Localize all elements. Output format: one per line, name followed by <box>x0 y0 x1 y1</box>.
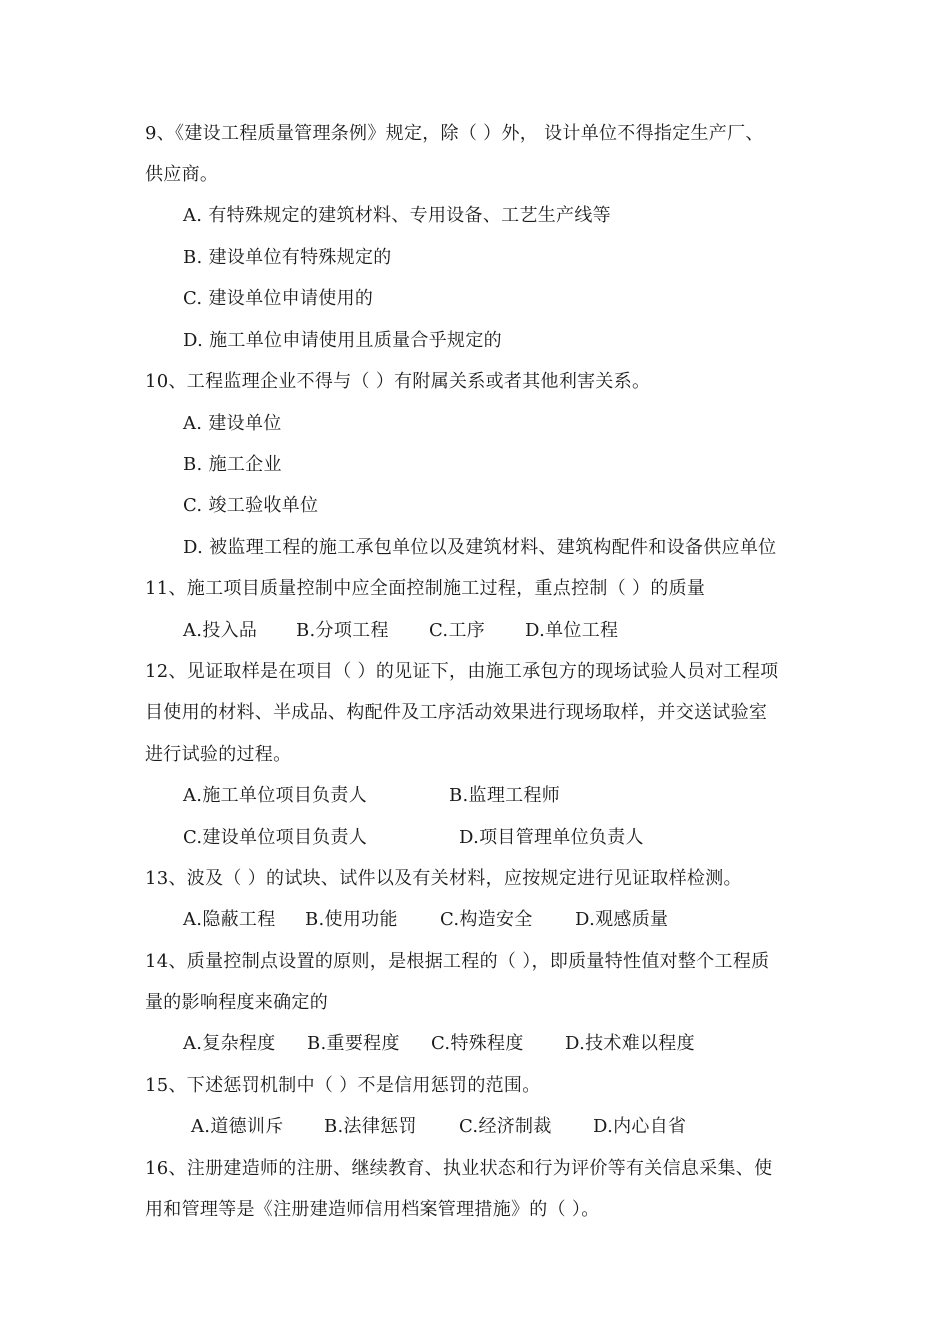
question-14-text: 14、质量控制点设置的原则，是根据工程的（ ），即质量特性值对整个工程质 <box>145 951 770 972</box>
question-14-option-a: A.复杂程度 <box>183 1033 276 1054</box>
question-16-text: 16、注册建造师的注册、继续教育、执业状态和行为评价等有关信息采集、使 <box>145 1158 773 1179</box>
question-9-text-cont: 供应商。 <box>145 164 219 185</box>
question-10-option-a: A. 建设单位 <box>183 413 282 434</box>
question-11-text: 11、施工项目质量控制中应全面控制施工过程，重点控制（ ）的质量 <box>145 578 706 599</box>
question-13-option-b: B.使用功能 <box>305 909 398 930</box>
question-14-option-d: D.技术难以程度 <box>565 1033 695 1054</box>
question-15-option-a: A.道德训斥 <box>191 1116 284 1137</box>
question-15-option-b: B.法律惩罚 <box>324 1116 417 1137</box>
question-12-text: 12、见证取样是在项目（ ）的见证下，由施工承包方的现场试验人员对工程项 <box>145 661 779 682</box>
question-14-option-b: B.重要程度 <box>307 1033 400 1054</box>
question-14-text-cont: 量的影响程度来确定的 <box>145 992 328 1013</box>
question-12-option-b: B.监理工程师 <box>449 785 561 806</box>
question-9-option-b: B. 建设单位有特殊规定的 <box>183 247 392 268</box>
question-12-text-cont-1: 目使用的材料、半成品、构配件及工序活动效果进行现场取样，并交送试验室 <box>145 702 768 723</box>
question-11-option-c: C.工序 <box>429 620 486 641</box>
question-12-option-c: C.建设单位项目负责人 <box>183 827 368 848</box>
question-9-text: 9、《建设工程质量管理条例》规定，除（ ）外， 设计单位不得指定生产厂、 <box>145 123 764 144</box>
question-9-option-d: D. 施工单位申请使用且质量合乎规定的 <box>183 330 502 351</box>
question-12-text-cont-2: 进行试验的过程。 <box>145 744 292 765</box>
question-13-text: 13、波及（ ）的试块、试件以及有关材料，应按规定进行见证取样检测。 <box>145 868 742 889</box>
question-12-option-a: A.施工单位项目负责人 <box>183 785 368 806</box>
question-9-option-a: A. 有特殊规定的建筑材料、专用设备、工艺生产线等 <box>183 205 611 226</box>
question-13-option-a: A.隐蔽工程 <box>183 909 276 930</box>
question-11-option-a: A.投入品 <box>183 620 258 641</box>
question-12-option-d: D.项目管理单位负责人 <box>459 827 644 848</box>
question-11-option-d: D.单位工程 <box>525 620 619 641</box>
question-9-option-c: C. 建设单位申请使用的 <box>183 288 374 309</box>
question-11-option-b: B.分项工程 <box>296 620 389 641</box>
question-14-option-c: C.特殊程度 <box>431 1033 524 1054</box>
question-13-option-d: D.观感质量 <box>575 909 669 930</box>
question-10-option-d: D. 被监理工程的施工承包单位以及建筑材料、建筑构配件和设备供应单位 <box>183 537 777 558</box>
question-10-option-b: B. 施工企业 <box>183 454 282 475</box>
question-10-text: 10、工程监理企业不得与（ ）有附属关系或者其他利害关系。 <box>145 371 651 392</box>
question-15-option-d: D.内心自省 <box>593 1116 687 1137</box>
question-15-option-c: C.经济制裁 <box>459 1116 552 1137</box>
question-13-option-c: C.构造安全 <box>440 909 533 930</box>
question-10-option-c: C. 竣工验收单位 <box>183 495 319 516</box>
question-16-text-cont: 用和管理等是《注册建造师信用档案管理措施》的（ ）。 <box>145 1199 600 1220</box>
question-15-text: 15、下述惩罚机制中（ ）不是信用惩罚的范围。 <box>145 1075 541 1096</box>
